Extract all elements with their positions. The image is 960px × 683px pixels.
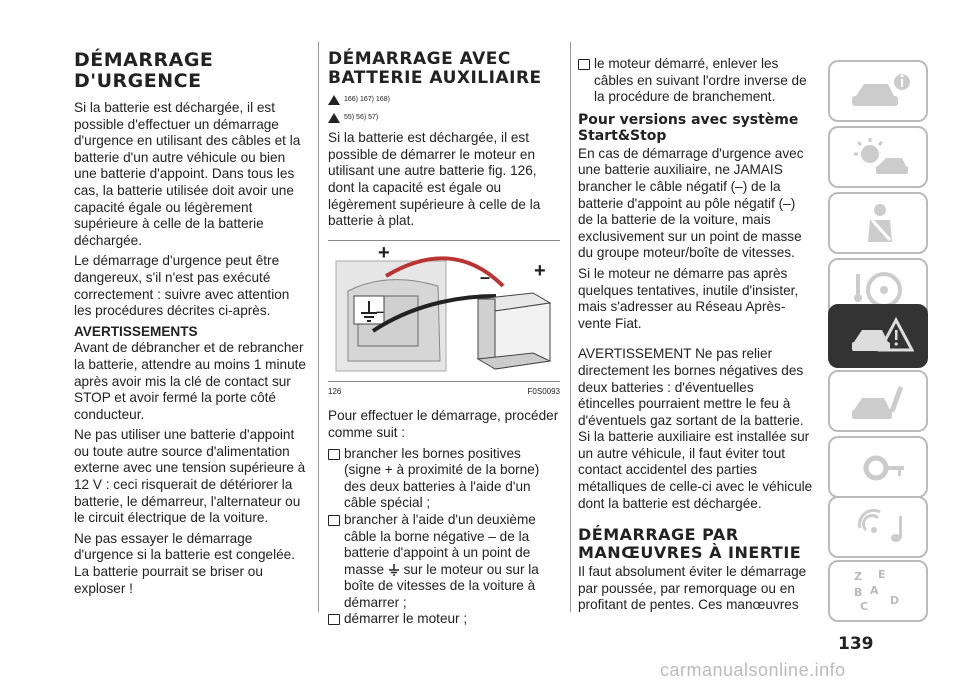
list-item — [328, 512, 560, 612]
paragraph: En cas de démarrage d'urgence avec une batterie auxiliaire, ne JAMAIS brancher le câble négatif (–) de la batterie d'appoint au pôle négatif (–) de la batterie de la voiture, mais exclusivement sur un point de masse du groupe moteur/boîte de vitesses. — [578, 145, 804, 261]
chapter-tab-maintenance[interactable] — [828, 370, 928, 432]
paragraph: Si la batterie est déchargée, il est possible de démarrer le moteur en utilisant une autre batterie fig. 126, dont la capacité est égale ou légèrement supérieure à celle de la batterie à plat. — [328, 130, 541, 229]
column-divider — [318, 42, 319, 612]
chapter-tab-technical[interactable] — [828, 436, 928, 498]
list-item-text: démarrer le moteur ; — [344, 611, 468, 627]
figure-code: F0S0093 — [527, 386, 560, 396]
warning-references — [328, 92, 560, 109]
car-warning-triangle-icon — [850, 314, 914, 358]
paragraph: Le démarrage d'urgence peut être dangereux, s'il n'est pas exécuté correctement : suivre avec attention les procédures décrites ci-après. — [74, 253, 290, 319]
svg-text:D: D — [890, 594, 900, 607]
seatbelt-person-icon — [850, 202, 910, 246]
ground-symbol-icon — [388, 564, 400, 576]
svg-text:Z: Z — [854, 570, 862, 583]
svg-text:–: – — [376, 302, 384, 319]
paragraph: Ne pas utiliser une batterie d'appoint ou toute autre source d'alimentation externe avec une tension supérieure à 12 V : ceci risquerait de détériorer la batterie, le démarreur, l'alternateur ou le circuit électrique de la voiture. — [74, 427, 306, 526]
watermark: carmanualsonline.info — [660, 660, 846, 680]
paragraph: Si le moteur ne démarre pas après quelques tentatives, inutile d'insister, mais s'adresser au Réseau Après-vente Fiat. — [578, 265, 799, 331]
chapter-tab-index[interactable] — [828, 560, 928, 622]
figure-jump-start-illustration — [328, 240, 560, 382]
list-item-text: brancher les bornes positives (signe + à proximité de la borne) des deux batteries à l'aide d'un câble spécial ; — [344, 445, 540, 511]
note-references — [328, 110, 560, 127]
column-3 — [578, 56, 814, 618]
list-item-text-part: brancher à l'aide d'un deuxième câble la borne négative – de la batterie d'appoint à un point de masse — [344, 511, 536, 577]
warning-triangle-icon — [328, 95, 340, 105]
sun-lights-icon — [850, 136, 910, 180]
caution-triangle-icon — [328, 113, 340, 123]
figure-caption — [328, 384, 560, 401]
chapter-tab-multimedia[interactable] — [828, 496, 928, 558]
checkbox-bullet-icon — [328, 449, 340, 460]
multimedia-note-icon — [850, 506, 910, 550]
paragraph: Il faut absolument éviter le démarrage par poussée, par remorquage ou en profitant de pentes. Ces manœuvres — [578, 564, 807, 613]
section-title-emergency-start: DÉMARRAGE D'URGENCE — [74, 49, 214, 92]
warnings-heading: AVERTISSEMENTS — [74, 323, 198, 339]
svg-text:A: A — [870, 584, 879, 597]
section-title-aux-battery: DÉMARRAGE AVEC BATTERIE AUXILIAIRE — [328, 49, 542, 88]
column-2 — [328, 50, 560, 628]
figure-number: 126 — [328, 386, 342, 396]
list-item-text — [344, 512, 560, 612]
auxiliary-battery — [478, 293, 550, 369]
column-1 — [74, 50, 308, 601]
svg-text:–: – — [480, 266, 491, 287]
checkbox-bullet-icon — [328, 515, 340, 526]
car-info-icon — [850, 70, 910, 114]
svg-text:+: + — [534, 259, 546, 282]
chapter-tab-emergency[interactable] — [828, 304, 928, 368]
checkbox-bullet-icon — [328, 614, 340, 625]
chapter-tab-lights[interactable] — [828, 126, 928, 188]
svg-text:+: + — [378, 241, 390, 264]
paragraph: AVERTISSEMENT Ne pas relier directement les bornes négatives des deux batteries : d'éventuelles étincelles pourraient mettre le feu à d'éventuels gaz sortant de la batterie. Si la batterie auxiliaire est installée sur un autre véhicule, il faut éviter tout contact accidentel des parties métalliques de celle-ci avec le véhicule dont la batterie est déchargée. — [578, 346, 813, 511]
jump-start-diagram — [328, 241, 560, 381]
chapter-tab-dashboard[interactable] — [828, 60, 928, 122]
section-title-inertia-start: DÉMARRAGE PAR MANŒUVRES À INERTIE — [578, 525, 802, 563]
paragraph: Si la batterie est déchargée, il est possible d'effectuer un démarrage d'urgence en utilisant des câbles et la batterie d'un autre véhicule ou bien une batterie d'appoint. Dans tous les cas, la batterie utilisée doit avoir une capacité égale ou légèrement supérieure à celle de la batterie déchargée. — [74, 100, 301, 248]
gear-key-icon — [850, 446, 910, 490]
list-item — [578, 56, 814, 106]
chapter-tab-safety[interactable] — [828, 192, 928, 254]
reference-numbers: 55) 56) 57) — [344, 113, 379, 121]
svg-text:C: C — [860, 600, 869, 613]
paragraph: Pour effectuer le démarrage, procéder comme suit : — [328, 408, 559, 440]
column-divider — [570, 42, 571, 612]
page-number: 139 — [838, 634, 874, 654]
alphabetical-index-icon — [850, 570, 910, 614]
reference-numbers: 166) 167) 168) — [344, 96, 390, 103]
paragraph: Ne pas essayer le démarrage d'urgence si la batterie est congelée. La batterie pourrait se briser ou exploser ! — [74, 530, 295, 596]
list-item-text: le moteur démarré, enlever les câbles en suivant l'ordre inverse de la procédure de branchement. — [594, 56, 807, 105]
svg-text:B: B — [854, 586, 863, 599]
checkbox-bullet-icon — [578, 59, 590, 70]
car-wrench-icon — [850, 380, 910, 424]
list-item-text-part: sur le moteur ou sur la boîte de vitesses de la voiture à démarrer ; — [344, 561, 539, 610]
subheading-start-stop: Pour versions avec système Start&Stop — [578, 111, 799, 144]
list-item — [328, 611, 560, 628]
list-item — [328, 446, 560, 512]
paragraph: Avant de débrancher et de rebrancher la batterie, attendre au moins 1 minute après avoir mis la clé de contact sur STOP et avoir fermé la porte côté conducteur. — [74, 340, 306, 422]
svg-text:E: E — [878, 570, 886, 581]
